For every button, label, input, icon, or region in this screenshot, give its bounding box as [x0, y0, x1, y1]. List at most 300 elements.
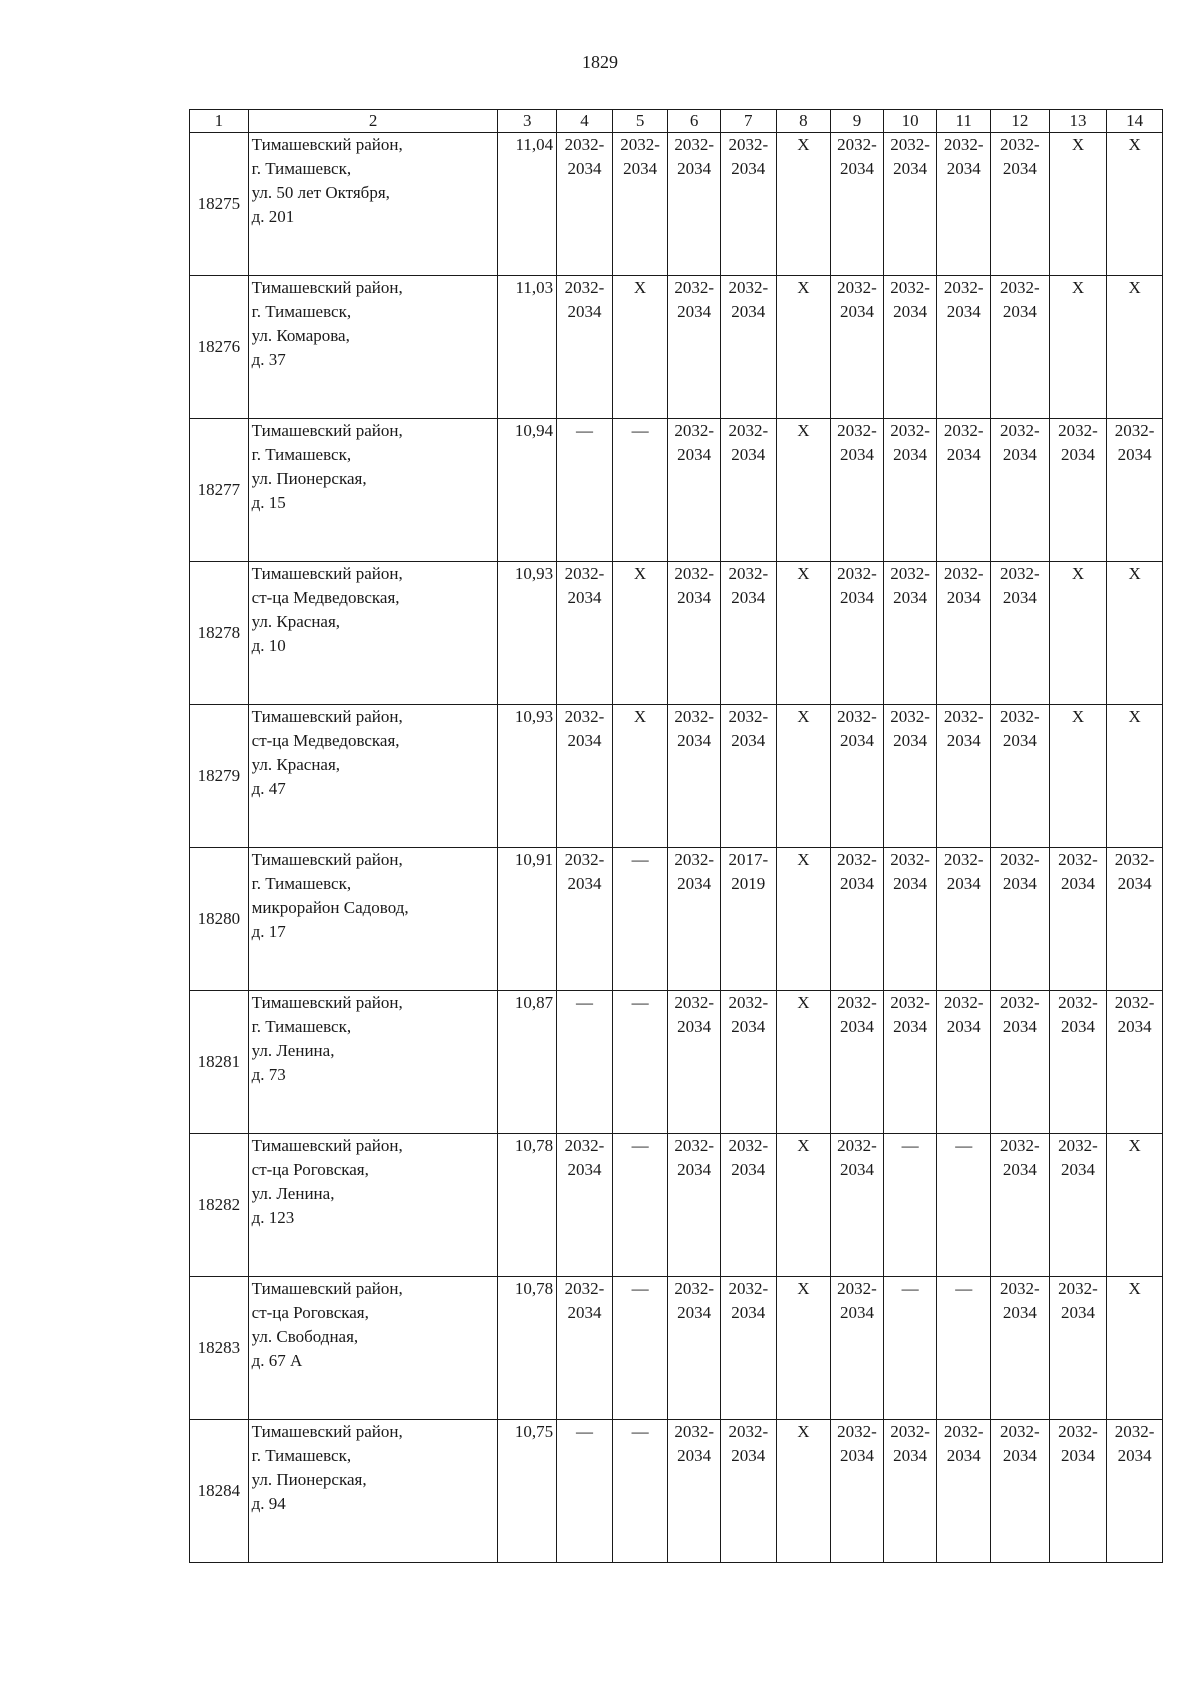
period-value: Х [633, 707, 647, 726]
period-cell [937, 276, 991, 419]
period-value: 2032- 2034 [564, 707, 605, 750]
period-cell [776, 1134, 831, 1277]
period-cell [937, 133, 991, 276]
period-cell [990, 419, 1049, 562]
period-value: — [955, 1279, 973, 1298]
period-value: 2032- 2034 [943, 707, 984, 750]
address-line: д. 73 [251, 1065, 286, 1084]
period-value: 2032- 2034 [943, 850, 984, 893]
column-header: 8 [776, 110, 831, 133]
table-row [190, 848, 1163, 991]
period-value: 2032- 2034 [674, 1422, 714, 1465]
period-cell [937, 991, 991, 1134]
period-value: 2032- 2034 [674, 707, 714, 750]
period-cell [831, 1277, 884, 1420]
period-value: 2032- 2034 [999, 564, 1040, 607]
period-cell [1049, 1134, 1107, 1277]
period-value: 2032- 2034 [837, 278, 877, 321]
period-value: Х [633, 278, 647, 297]
address-line: ул. Ленина, [251, 1184, 335, 1203]
period-value: 2032- 2034 [674, 850, 714, 893]
period-value: 2032- 2034 [728, 135, 769, 178]
period-cell [612, 991, 668, 1134]
period-cell [1049, 562, 1107, 705]
period-cell [668, 1277, 721, 1420]
period-value: 2032- 2034 [674, 135, 714, 178]
period-cell [1107, 1134, 1163, 1277]
area-cell: 10,75 [498, 1420, 557, 1563]
period-cell [1049, 276, 1107, 419]
period-value: — [631, 850, 649, 869]
row-number: 18276 [190, 276, 249, 419]
period-cell [612, 1134, 668, 1277]
column-header: 3 [498, 110, 557, 133]
period-cell [1049, 133, 1107, 276]
period-cell [557, 133, 613, 276]
address-line: Тимашевский район, [251, 564, 403, 583]
period-cell [990, 1420, 1049, 1563]
period-cell [668, 276, 721, 419]
period-cell [720, 133, 776, 276]
area-cell: 10,78 [498, 1277, 557, 1420]
period-value: 2032- 2034 [1058, 993, 1098, 1036]
period-value: 2017- 2019 [728, 850, 769, 893]
period-value: — [575, 421, 593, 440]
period-cell [668, 705, 721, 848]
period-cell [776, 1420, 831, 1563]
period-value: 2032- 2034 [728, 1422, 769, 1465]
address-cell [248, 562, 498, 705]
address-cell [248, 133, 498, 276]
table-row [190, 1420, 1163, 1563]
address-line: д. 67 А [251, 1351, 303, 1370]
period-value: 2032- 2034 [564, 850, 605, 893]
period-value: Х [797, 1422, 810, 1441]
period-value: 2032- 2034 [837, 707, 877, 750]
period-value: 2032- 2034 [999, 421, 1040, 464]
period-cell [776, 419, 831, 562]
row-number: 18278 [190, 562, 249, 705]
address-line: Тимашевский район, [251, 278, 403, 297]
period-value: 2032- 2034 [890, 707, 930, 750]
period-cell [776, 705, 831, 848]
period-value: Х [1128, 564, 1141, 583]
address-line: ул. Красная, [251, 755, 341, 774]
address-line: д. 10 [251, 636, 286, 655]
period-value: Х [797, 850, 810, 869]
period-value: 2032- 2034 [943, 421, 984, 464]
period-value: Х [1128, 278, 1141, 297]
period-value: 2032- 2034 [728, 707, 769, 750]
period-value: — [631, 1422, 649, 1441]
period-value: 2032- 2034 [837, 1136, 877, 1179]
period-cell [831, 419, 884, 562]
address-line: Тимашевский район, [251, 707, 403, 726]
column-header: 7 [720, 110, 776, 133]
period-cell [668, 848, 721, 991]
address-line: ст-ца Медведовская, [251, 588, 400, 607]
address-line: г. Тимашевск, [251, 1446, 352, 1465]
period-value: Х [1071, 707, 1085, 726]
period-value: 2032- 2034 [728, 278, 769, 321]
page-number: 1829 [582, 52, 618, 72]
period-cell [668, 1420, 721, 1563]
address-cell [248, 705, 498, 848]
period-cell [1107, 705, 1163, 848]
address-line: Тимашевский район, [251, 993, 403, 1012]
table-row [190, 1277, 1163, 1420]
period-cell [720, 562, 776, 705]
period-value: 2032- 2034 [890, 135, 930, 178]
period-value: 2032- 2034 [999, 707, 1040, 750]
period-cell [557, 705, 613, 848]
period-cell [883, 1420, 937, 1563]
period-value: 2032- 2034 [999, 1422, 1040, 1465]
period-value: 2032- 2034 [999, 850, 1040, 893]
row-number: 18277 [190, 419, 249, 562]
period-cell [937, 1277, 991, 1420]
column-header: 13 [1049, 110, 1107, 133]
period-cell [883, 848, 937, 991]
address-line: г. Тимашевск, [251, 874, 352, 893]
period-value: 2032- 2034 [1114, 850, 1155, 893]
row-number: 18284 [190, 1420, 249, 1563]
row-number: 18279 [190, 705, 249, 848]
period-value: 2032- 2034 [564, 1136, 605, 1179]
period-value: 2032- 2034 [674, 421, 714, 464]
period-cell [1107, 419, 1163, 562]
period-value: — [901, 1136, 919, 1155]
period-cell [612, 562, 668, 705]
address-line: ул. Комарова, [251, 326, 350, 345]
address-cell [248, 1277, 498, 1420]
address-line: ст-ца Медведовская, [251, 731, 400, 750]
address-cell [248, 1134, 498, 1277]
table-row [190, 1134, 1163, 1277]
period-cell [990, 562, 1049, 705]
address-line: д. 37 [251, 350, 286, 369]
period-value: 2032- 2034 [837, 135, 877, 178]
address-line: г. Тимашевск, [251, 302, 352, 321]
period-value: 2032- 2034 [943, 278, 984, 321]
period-cell [612, 1277, 668, 1420]
period-cell [1049, 705, 1107, 848]
period-value: 2032- 2034 [564, 564, 605, 607]
table-row [190, 276, 1163, 419]
period-cell [557, 276, 613, 419]
period-value: Х [1128, 707, 1141, 726]
period-value: 2032- 2034 [837, 993, 877, 1036]
address-line: ул. Пионерская, [251, 469, 367, 488]
period-value: Х [1071, 564, 1085, 583]
period-cell [937, 848, 991, 991]
period-cell [557, 1420, 613, 1563]
address-line: Тимашевский район, [251, 1422, 403, 1441]
period-cell [668, 562, 721, 705]
period-value: 2032- 2034 [620, 135, 660, 178]
period-value: 2032- 2034 [999, 1279, 1040, 1322]
period-cell [883, 1134, 937, 1277]
period-value: Х [797, 1136, 810, 1155]
period-cell [831, 133, 884, 276]
period-value: Х [1071, 278, 1085, 297]
period-cell [720, 1420, 776, 1563]
period-value: Х [797, 993, 810, 1012]
period-cell [831, 991, 884, 1134]
row-number: 18282 [190, 1134, 249, 1277]
period-cell [776, 133, 831, 276]
address-line: г. Тимашевск, [251, 159, 352, 178]
period-cell [720, 419, 776, 562]
period-cell [831, 705, 884, 848]
address-line: ул. Красная, [251, 612, 341, 631]
column-number-row [190, 110, 1163, 133]
period-cell [937, 562, 991, 705]
row-number: 18283 [190, 1277, 249, 1420]
period-cell [668, 419, 721, 562]
period-value: 2032- 2034 [728, 1279, 769, 1322]
area-cell: 11,03 [498, 276, 557, 419]
table-row [190, 705, 1163, 848]
period-cell [1107, 276, 1163, 419]
address-line: Тимашевский район, [251, 1279, 403, 1298]
address-line: ул. Пионерская, [251, 1470, 367, 1489]
period-cell [557, 848, 613, 991]
period-cell [1049, 1420, 1107, 1563]
period-cell [1049, 419, 1107, 562]
period-value: 2032- 2034 [674, 1136, 714, 1179]
period-cell [990, 276, 1049, 419]
period-value: Х [1128, 1279, 1141, 1298]
period-cell [831, 562, 884, 705]
period-cell [937, 705, 991, 848]
period-value: 2032- 2034 [837, 564, 877, 607]
period-cell [990, 1134, 1049, 1277]
address-line: Тимашевский район, [251, 135, 403, 154]
area-cell: 10,91 [498, 848, 557, 991]
period-cell [831, 276, 884, 419]
address-line: д. 94 [251, 1494, 286, 1513]
period-cell [883, 991, 937, 1134]
address-line: д. 47 [251, 779, 286, 798]
period-value: 2032- 2034 [728, 421, 769, 464]
column-header: 2 [248, 110, 498, 133]
period-value: 2032- 2034 [890, 278, 930, 321]
period-value: 2032- 2034 [728, 1136, 769, 1179]
period-value: 2032- 2034 [837, 850, 877, 893]
address-line: Тимашевский район, [251, 1136, 403, 1155]
period-cell [557, 991, 613, 1134]
address-line: д. 123 [251, 1208, 295, 1227]
period-value: 2032- 2034 [890, 421, 930, 464]
period-cell [883, 562, 937, 705]
period-value: Х [797, 135, 810, 154]
table-row [190, 133, 1163, 276]
period-value: Х [797, 1279, 810, 1298]
address-line: ст-ца Роговская, [251, 1303, 369, 1322]
period-cell [557, 562, 613, 705]
address-line: г. Тимашевск, [251, 445, 352, 464]
period-value: 2032- 2034 [728, 993, 769, 1036]
period-cell [720, 705, 776, 848]
period-value: Х [1128, 135, 1141, 154]
period-value: Х [797, 564, 810, 583]
period-value: Х [797, 421, 810, 440]
period-value: 2032- 2034 [1058, 421, 1098, 464]
period-cell [990, 133, 1049, 276]
period-value: — [575, 1422, 593, 1441]
period-value: — [575, 993, 593, 1012]
period-value: 2032- 2034 [999, 278, 1040, 321]
period-cell [990, 991, 1049, 1134]
period-cell [668, 1134, 721, 1277]
period-value: — [631, 421, 649, 440]
address-line: ул. 50 лет Октября, [251, 183, 390, 202]
period-cell [937, 419, 991, 562]
address-cell [248, 991, 498, 1134]
row-number: 18280 [190, 848, 249, 991]
table-row [190, 562, 1163, 705]
period-cell [668, 991, 721, 1134]
period-value: 2032- 2034 [943, 1422, 984, 1465]
period-cell [883, 1277, 937, 1420]
address-line: г. Тимашевск, [251, 1017, 352, 1036]
period-value: 2032- 2034 [1114, 993, 1155, 1036]
register-table [189, 109, 1163, 1563]
address-cell [248, 848, 498, 991]
period-value: 2032- 2034 [999, 993, 1040, 1036]
period-cell [1107, 133, 1163, 276]
area-cell: 10,78 [498, 1134, 557, 1277]
column-header: 1 [190, 110, 249, 133]
period-cell [1049, 848, 1107, 991]
period-cell [1107, 991, 1163, 1134]
period-value: 2032- 2034 [943, 993, 984, 1036]
period-value: 2032- 2034 [1058, 1136, 1098, 1179]
period-cell [1049, 991, 1107, 1134]
period-cell [990, 705, 1049, 848]
column-header: 12 [990, 110, 1049, 133]
period-cell [1107, 1277, 1163, 1420]
address-cell [248, 1420, 498, 1563]
period-value: Х [797, 278, 810, 297]
address-line: ул. Свободная, [251, 1327, 359, 1346]
period-cell [831, 1420, 884, 1563]
period-cell [720, 1134, 776, 1277]
column-header: 4 [557, 110, 613, 133]
column-header: 5 [612, 110, 668, 133]
period-value: 2032- 2034 [837, 1279, 877, 1322]
row-number: 18275 [190, 133, 249, 276]
period-value: Х [633, 564, 647, 583]
period-value: — [901, 1279, 919, 1298]
period-value: 2032- 2034 [1114, 1422, 1155, 1465]
period-value: 2032- 2034 [1114, 421, 1155, 464]
period-cell [612, 705, 668, 848]
period-value: — [631, 1279, 649, 1298]
period-cell [668, 133, 721, 276]
period-cell [831, 1134, 884, 1277]
address-line: д. 17 [251, 922, 286, 941]
area-cell: 10,93 [498, 562, 557, 705]
table-row [190, 991, 1163, 1134]
period-cell [720, 991, 776, 1134]
period-cell [776, 276, 831, 419]
period-cell [937, 1420, 991, 1563]
period-value: 2032- 2034 [728, 564, 769, 607]
period-value: 2032- 2034 [943, 135, 984, 178]
column-header: 11 [937, 110, 991, 133]
period-cell [612, 133, 668, 276]
period-value: 2032- 2034 [890, 564, 930, 607]
period-value: — [631, 993, 649, 1012]
period-value: 2032- 2034 [1058, 850, 1098, 893]
period-value: Х [1128, 1136, 1141, 1155]
period-cell [720, 276, 776, 419]
period-cell [720, 848, 776, 991]
table-row [190, 419, 1163, 562]
period-value: 2032- 2034 [837, 421, 877, 464]
period-cell [883, 133, 937, 276]
area-cell: 10,94 [498, 419, 557, 562]
period-value: 2032- 2034 [674, 564, 714, 607]
period-value: 2032- 2034 [564, 1279, 605, 1322]
row-number: 18281 [190, 991, 249, 1134]
period-value: 2032- 2034 [999, 135, 1040, 178]
period-cell [883, 276, 937, 419]
period-cell [557, 419, 613, 562]
period-cell [990, 848, 1049, 991]
period-cell [557, 1134, 613, 1277]
period-cell [776, 991, 831, 1134]
period-value: 2032- 2034 [674, 278, 714, 321]
period-value: Х [797, 707, 810, 726]
period-value: 2032- 2034 [564, 135, 605, 178]
period-value: 2032- 2034 [837, 1422, 877, 1465]
period-cell [937, 1134, 991, 1277]
period-cell [557, 1277, 613, 1420]
period-value: 2032- 2034 [890, 993, 930, 1036]
period-value: Х [1071, 135, 1085, 154]
period-value: 2032- 2034 [890, 850, 930, 893]
period-value: — [955, 1136, 973, 1155]
period-cell [776, 848, 831, 991]
period-cell [883, 705, 937, 848]
period-cell [1107, 1420, 1163, 1563]
period-cell [612, 1420, 668, 1563]
address-line: микрорайон Садовод, [251, 898, 409, 917]
period-cell [612, 419, 668, 562]
period-value: 2032- 2034 [943, 564, 984, 607]
column-header: 6 [668, 110, 721, 133]
period-value: 2032- 2034 [674, 993, 714, 1036]
period-cell [1107, 562, 1163, 705]
period-value: 2032- 2034 [890, 1422, 930, 1465]
address-line: д. 201 [251, 207, 295, 226]
period-cell [1049, 1277, 1107, 1420]
column-header: 9 [831, 110, 884, 133]
area-cell: 10,93 [498, 705, 557, 848]
period-cell [776, 562, 831, 705]
address-line: Тимашевский район, [251, 421, 403, 440]
period-value: 2032- 2034 [564, 278, 605, 321]
period-value: 2032- 2034 [1058, 1279, 1098, 1322]
address-line: Тимашевский район, [251, 850, 403, 869]
area-cell: 10,87 [498, 991, 557, 1134]
period-cell [883, 419, 937, 562]
table-body [190, 133, 1163, 1563]
address-line: ст-ца Роговская, [251, 1160, 369, 1179]
